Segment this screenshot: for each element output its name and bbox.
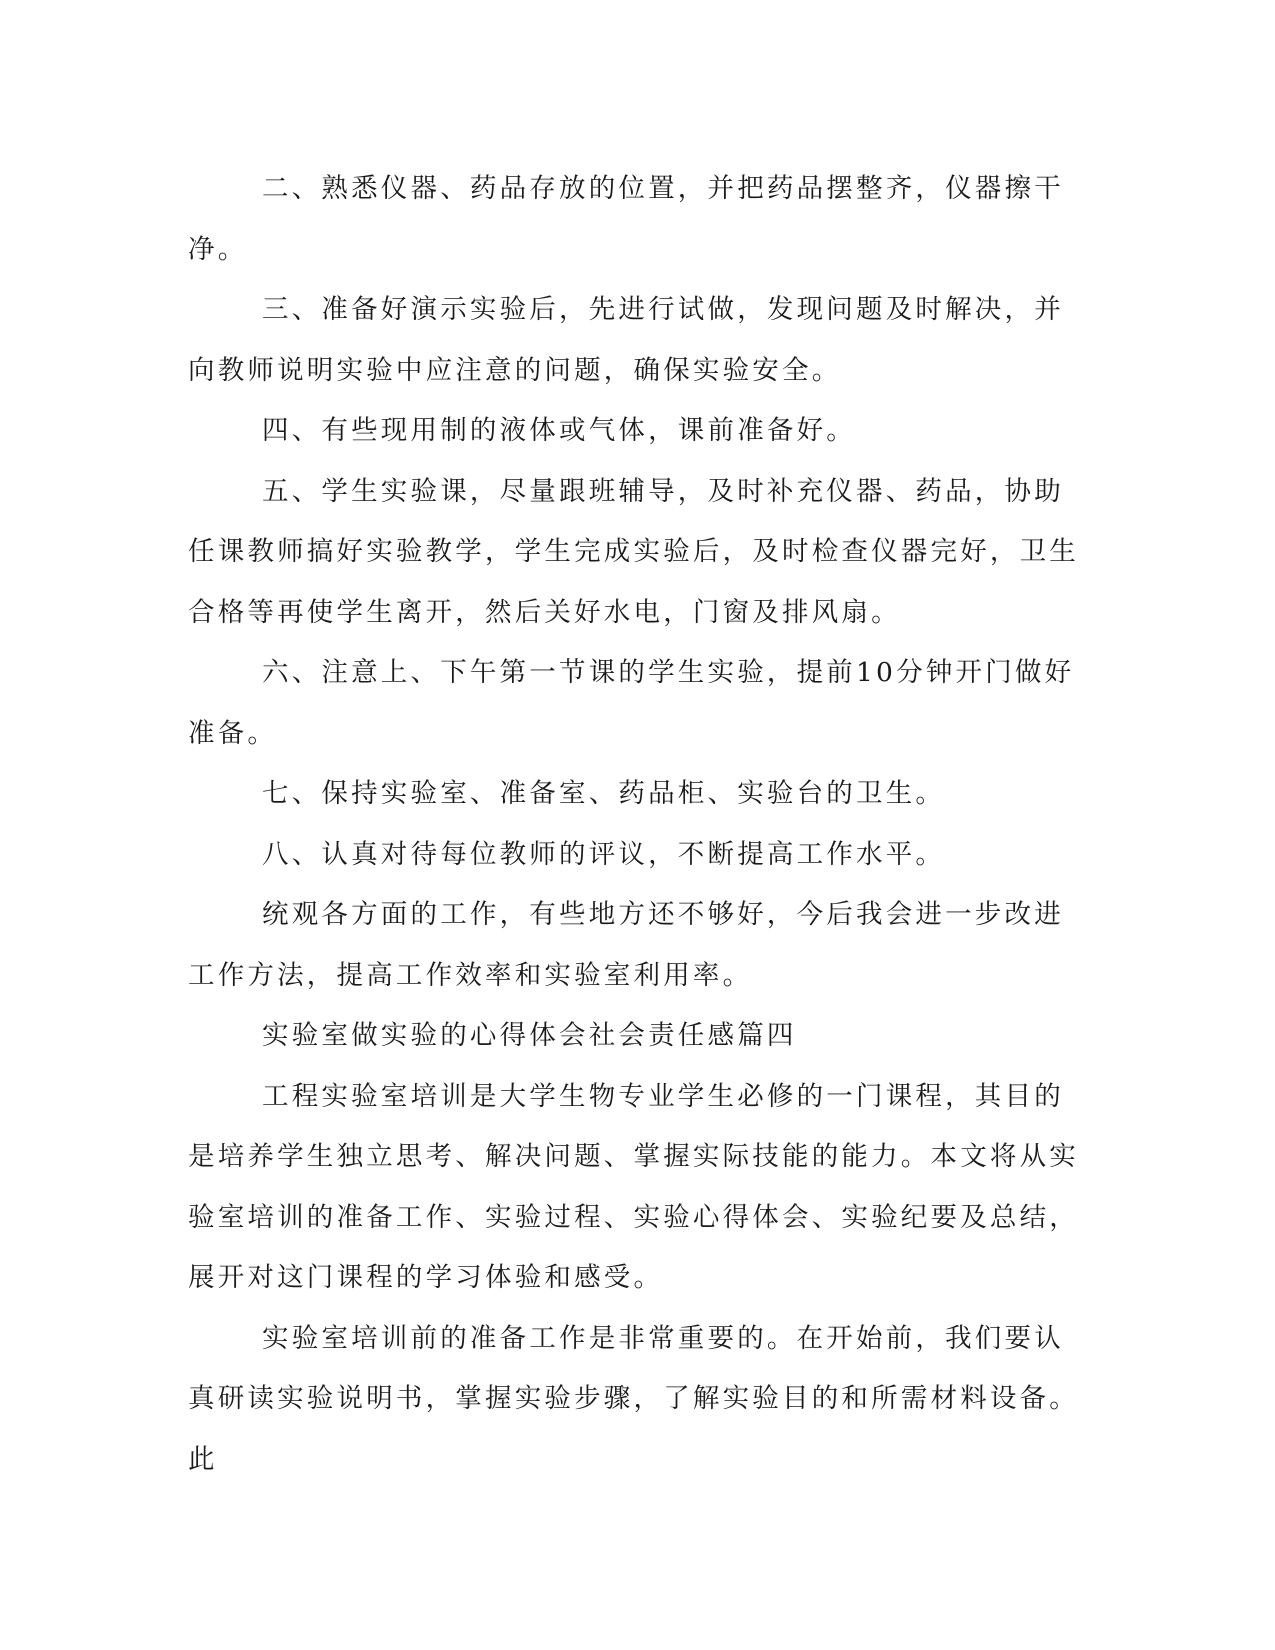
document-body bbox=[188, 159, 1080, 1490]
paragraph-item-3: 三、准备好演示实验后，先进行试做，发现问题及时解决，并向教师说明实验中应注意的问题，确保实验安全。 bbox=[188, 294, 1064, 386]
section-heading: 实验室做实验的心得体会社会责任感篇四 bbox=[262, 1020, 797, 1051]
summary-paragraph: 统观各方面的工作，有些地方还不够好，今后我会进一步改进工作方法，提高工作效率和实验室利用率。 bbox=[188, 899, 1064, 991]
paragraph-item-8: 八、认真对待每位教师的评议，不断提高工作水平。 bbox=[262, 838, 946, 870]
preparation-paragraph: 实验室培训前的准备工作是非常重要的。在开始前，我们要认真研读实验说明书，掌握实验步骤，了解实验目的和所需材料设备。此 bbox=[188, 1322, 1079, 1475]
paragraph-item-2: 二、熟悉仪器、药品存放的位置，并把药品摆整齐，仪器擦干净。 bbox=[188, 173, 1064, 265]
paragraph-item-7: 七、保持实验室、准备室、药品柜、实验台的卫生。 bbox=[262, 778, 946, 809]
paragraph-item-5: 五、学生实验课，尽量跟班辅导，及时补充仪器、药品，协助任课教师搞好实验教学，学生完成实验后，及时检查仪器完好，卫生合格等再使学生离开，然后关好水电，门窗及排风扇。 bbox=[188, 475, 1079, 628]
intro-paragraph: 工程实验室培训是大学生物专业学生必修的一门课程，其目的是培养学生独立思考、解决问题、掌握实际技能的能力。本文将从实验室培训的准备工作、实验过程、实验心得体会、实验纪要及总结，展开对这门课程的学习体验和感受。 bbox=[188, 1080, 1079, 1293]
paragraph-item-6: 六、注意上、下午第一节课的学生实验，提前10分钟开门做好准备。 bbox=[188, 657, 1075, 749]
paragraph-item-4: 四、有些现用制的液体或气体，课前准备好。 bbox=[262, 415, 856, 446]
